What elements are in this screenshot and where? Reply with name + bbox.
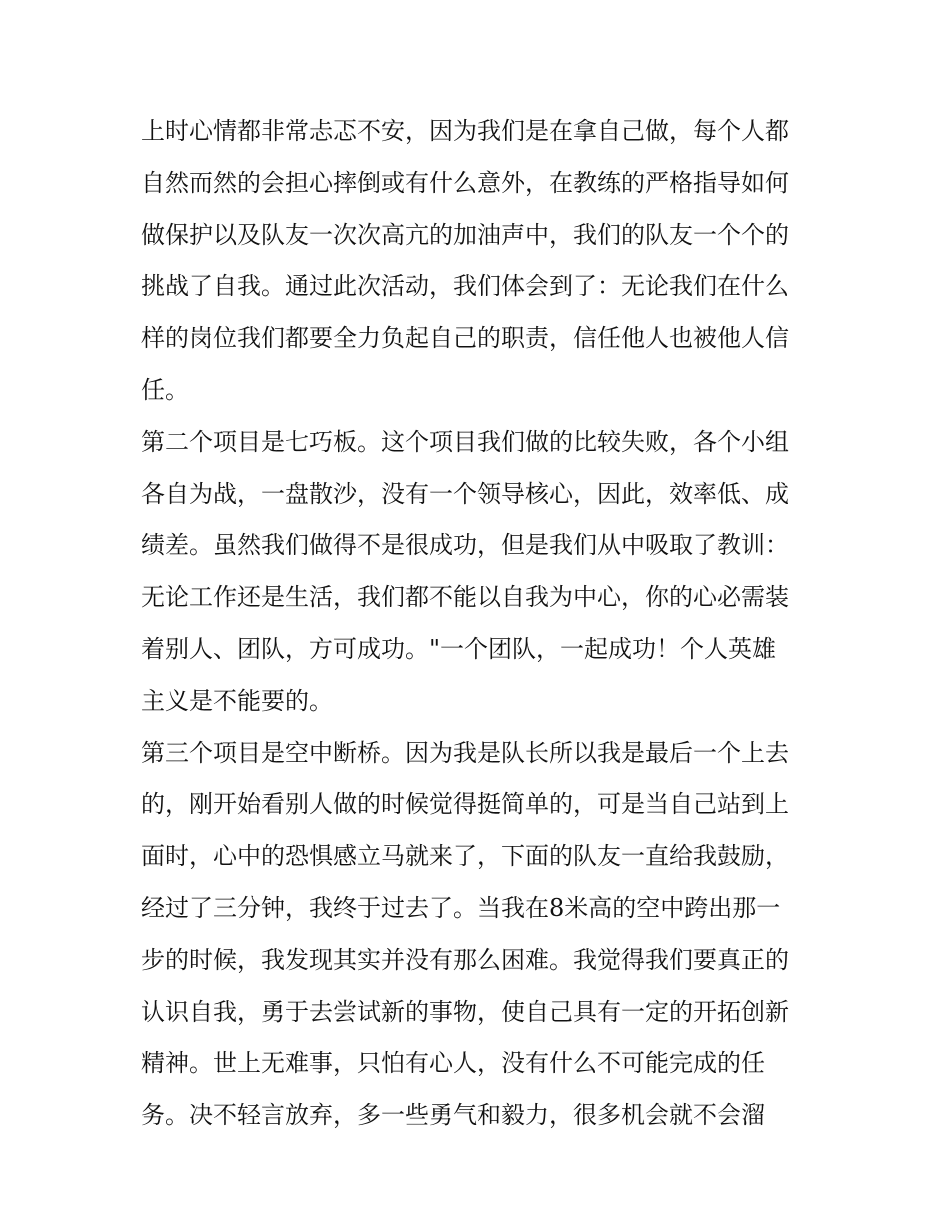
text-line: 第二个项目是七巧板。这个项目我们做的比较失败，各个小组: [141, 427, 789, 456]
text-line: 挑战了自我。通过此次活动，我们体会到了：无论我们在什么: [141, 272, 789, 301]
text-line: 务。决不轻言放弃，多一些勇气和毅力，很多机会就不会溜: [141, 1101, 765, 1130]
text-line: 第三个项目是空中断桥。因为我是队长所以我是最后一个上去: [141, 738, 789, 767]
text-line: 着别人、团队，方可成功。"一个团队，一起成功！个人英雄: [141, 634, 777, 663]
text-line: 面时，心中的恐惧感立马就来了，下面的队友一直给我鼓励，: [141, 842, 789, 871]
body-text: [141, 106, 821, 1142]
text-line: 精神。世上无难事，只怕有心人，没有什么不可能完成的任: [141, 1049, 765, 1078]
text-line: 任。: [141, 375, 189, 404]
text-line: 各自为战，一盘散沙，没有一个领导核心，因此，效率低、成: [141, 479, 789, 508]
text-line: 绩差。虽然我们做得不是很成功，但是我们从中吸取了教训：: [141, 531, 789, 560]
text-line: 无论工作还是生活，我们都不能以自我为中心，你的心必需装: [141, 583, 789, 612]
text-line: 的，刚开始看别人做的时候觉得挺简单的，可是当自己站到上: [141, 790, 789, 819]
text-line: 上时心情都非常忐忑不安，因为我们是在拿自己做，每个人都: [141, 117, 789, 145]
text-line: 样的岗位我们都要全力负起自己的职责，信任他人也被他人信: [141, 324, 789, 353]
text-line: 经过了三分钟，我终于过去了。当我在8米高的空中跨出那一: [141, 893, 781, 922]
text-line: 认识自我，勇于去尝试新的事物，使自己具有一定的开拓创新: [141, 997, 789, 1026]
text-line: 做保护以及队友一次次高亢的加油声中，我们的队友一个个的: [141, 220, 789, 249]
text-line: 主义是不能要的。: [141, 686, 333, 715]
text-line: 自然而然的会担心摔倒或有什么意外，在教练的严格指导如何: [141, 168, 789, 197]
text-line: 步的时候，我发现其实并没有那么困难。我觉得我们要真正的: [141, 945, 789, 974]
